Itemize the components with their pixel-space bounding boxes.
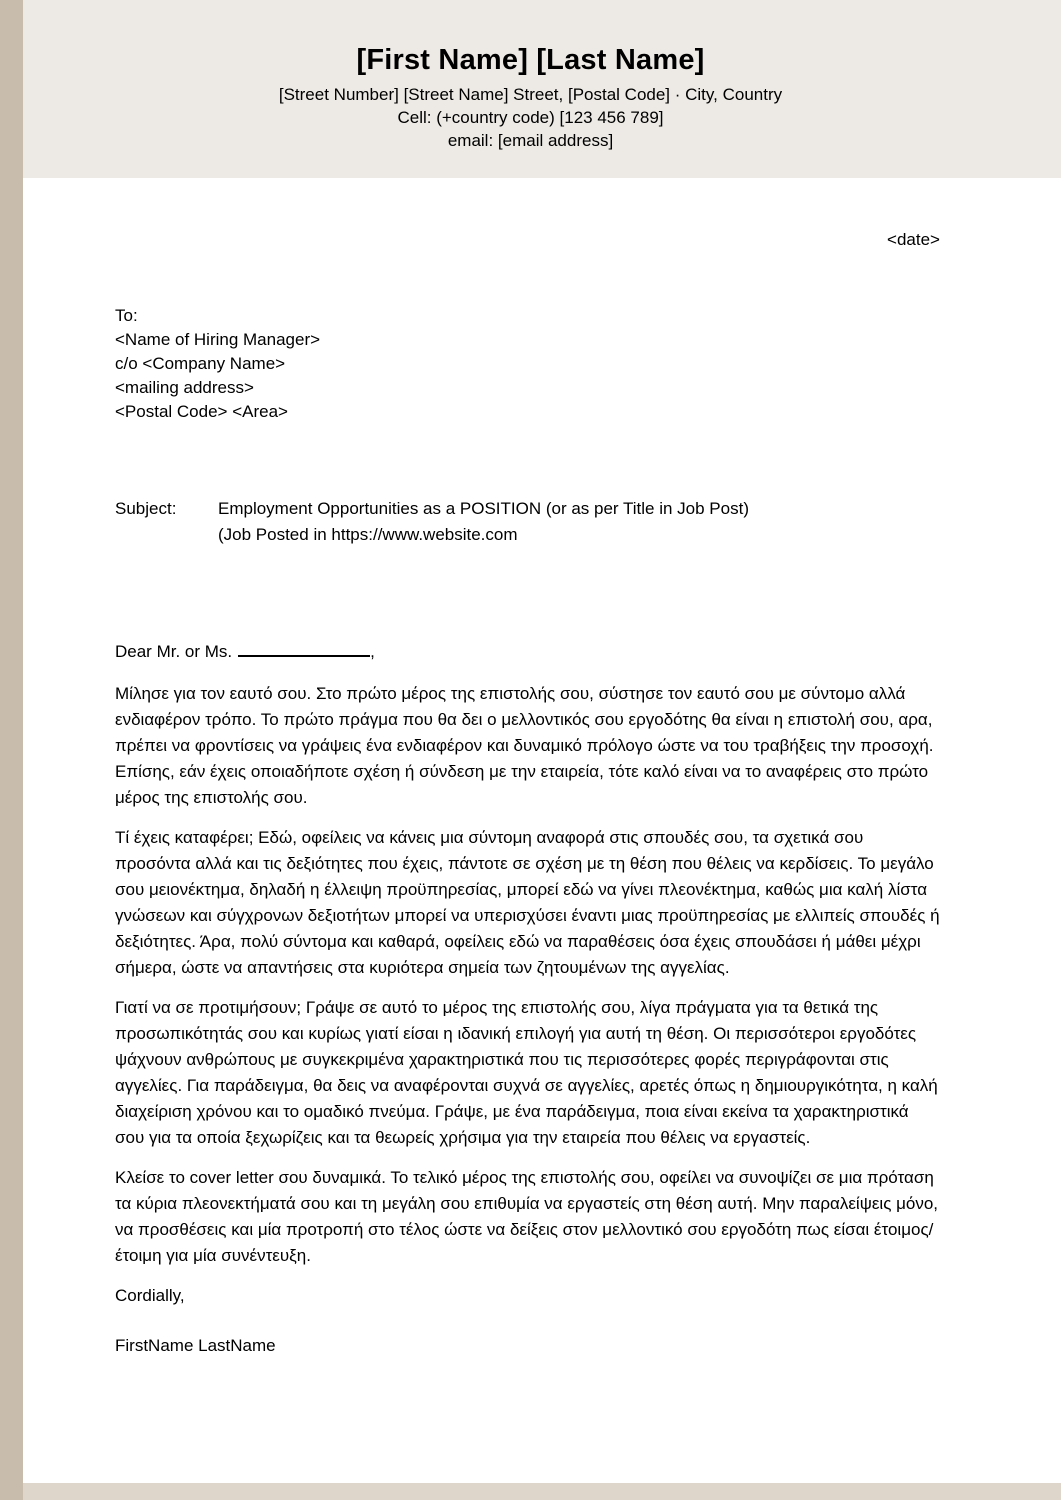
closing: Cordially, bbox=[115, 1286, 185, 1305]
letterhead bbox=[0, 0, 1061, 178]
subject-label: Subject: bbox=[115, 499, 177, 518]
sender-email: email: [email address] bbox=[447, 131, 614, 150]
salutation-comma: , bbox=[370, 642, 375, 661]
paragraph-introduce-yourself: Μίλησε για τον εαυτό σου. Στο πρώτο μέρος της επιστολής σου, σύστησε τον εαυτό σου με σύντομο αλλά ενδιαφέρον τρόπο. Το πρώτο πράγμα που θα δει ο μελλοντικός σου εργοδότης θα είναι η επιστολή σου, αρα, πρέπει να φροντίσεις να γράψεις ένα ενδιαφέρον και δυναμικό πρόλογο ώστε να του τραβήξεις την προσοχή. Επίσης, εάν έχεις οποιαδήποτε σχέση ή σύνδεση με την εταιρεία, τότε καλό είναι να το αναφέρεις στο πρώτο μέρος της επιστολής σου. bbox=[115, 684, 934, 807]
paragraph-closing-strong: Κλείσε το cover letter σου δυναμικά. Το τελικό μέρος της επιστολής σου, οφείλει να συνοψίζει σε μια πρόταση τα κύρια πλεονεκτήματά σου και τη μεγάλη σου επιθυμία να εργαστείς στη θέση αυτή. Μην παραλείψεις μόνο, να προσθέσεις και μία προτροπή στο τέλος ώστε να δείξεις στον μελλοντικό σου εργοδότη πως είσαι έτοιμος/έτοιμη για μία συνέντευξη. bbox=[115, 1168, 939, 1265]
sender-cell: Cell: (+country code) [123 456 789] bbox=[397, 108, 664, 127]
signature-name: FirstName LastName bbox=[115, 1336, 276, 1355]
date-placeholder: <date> bbox=[887, 230, 940, 249]
subject-line-1: Employment Opportunities as a POSITION (or as per Title in Job Post) bbox=[218, 499, 749, 518]
to-label: To: bbox=[115, 306, 138, 325]
salutation-blank-line bbox=[238, 638, 370, 657]
subject-block bbox=[115, 496, 940, 548]
salutation-prefix: Dear Mr. or Ms. bbox=[115, 642, 233, 661]
paragraph-achievements: Τί έχεις καταφέρει; Εδώ, οφείλεις να κάνεις μια σύντομη αναφορά στις σπουδές σου, τα σχετικά σου προσόντα αλλά και τις δεξιότητες που έχεις, πάντοτε σε σχέση με τη θέση που θέλεις να κερδίσεις. Το μεγάλο σου μειονέκτημα, δηλαδή η έλλειψη προϋπηρεσίας, μπορεί εδώ να γίνει πλεονέκτημα, καθώς μια καλή λίστα γνώσεων και σύγχρονων δεξιοτήτων μπορεί να υπερισχύσει έναντι μιας προϋπηρεσίας με ελλιπείς σπουδές ή δεξιότητες. Άρα, πολύ σύντομα και καθαρά, οφείλεις εδώ να παραθέσεις όσα έχεις σπουδάσει ή μάθει μέχρι σήμερα, ώστε να απαντήσεις στα κυριότερα σημεία των ζητουμένων της αγγελίας. bbox=[115, 828, 940, 977]
recipient-line: <Name of Hiring Manager> bbox=[115, 330, 321, 349]
recipient-block bbox=[115, 304, 940, 424]
salutation bbox=[115, 638, 940, 665]
subject-text bbox=[218, 496, 749, 548]
sender-address: [Street Number] [Street Name] Street, [Postal Code] · City, Country bbox=[278, 85, 783, 104]
subject-line-2: (Job Posted in https://www.website.com bbox=[218, 525, 518, 544]
letter-body bbox=[115, 229, 940, 1359]
footer-bar bbox=[23, 1483, 1061, 1500]
recipient-line: <Postal Code> <Area> bbox=[115, 402, 288, 421]
recipient-line: c/o <Company Name> bbox=[115, 354, 286, 373]
left-accent-strip bbox=[0, 0, 23, 1500]
sender-name: [First Name] [Last Name] bbox=[356, 44, 705, 76]
paragraph-why-prefer-you: Γιατί να σε προτιμήσουν; Γράψε σε αυτό το μέρος της επιστολής σου, λίγα πράγματα για τα θετικά της προσωπικότητάς σου και κυρίως γιατί είσαι η ιδανική επιλογή για αυτή τη θέση. Οι περισσότεροι εργοδότες ψάχνουν ανθρώπους με συγκεκριμένα χαρακτηριστικά που τις περισσότερες φορές περιγράφονται στις αγγελίες. Για παράδειγμα, θα δεις να αναφέρονται συχνά σε αγγελίες, αρετές όπως η δημιουργικότητα, η καλή διαχείριση χρόνου και το ομαδικό πνεύμα. Γράψε, με ένα παράδειγμα, ποια είναι εκείνα τα χαρακτηριστικά σου για τα οποία ξεχωρίζεις και τα θεωρείς χρήσιμα για την εταιρεία που θέλεις να εργαστείς. bbox=[115, 998, 938, 1147]
recipient-line: <mailing address> bbox=[115, 378, 254, 397]
